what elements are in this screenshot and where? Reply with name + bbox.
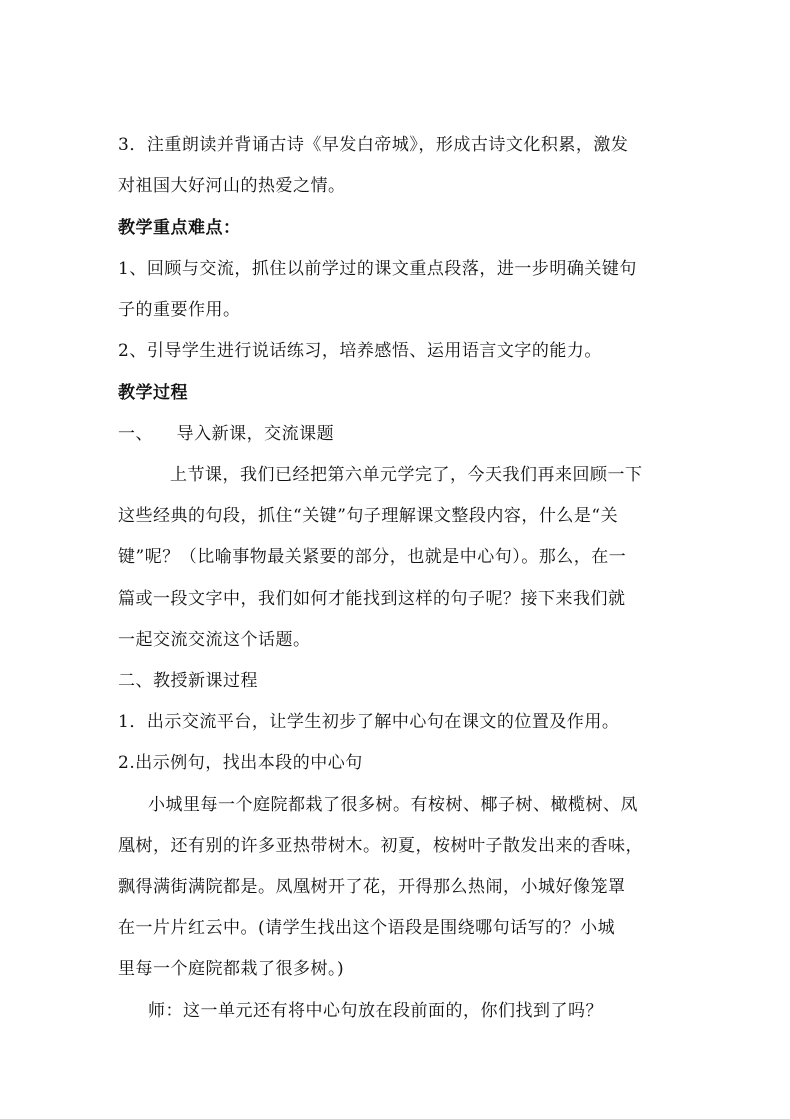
example-paragraph-line-1: 小城里每一个庭院都栽了很多树。有桉树、椰子树、橄榄树、凤: [148, 795, 638, 815]
intro-paragraph-line-3: 键”呢？（比喻事物最关紧要的部分，也就是中心句）。那么，在一: [118, 547, 627, 567]
intro-paragraph-line-2: 这些经典的句段，抓住“关键”句子理解课文整段内容，什么是“关: [118, 506, 619, 526]
example-paragraph-line-3: 飘得满街满院都是。凤凰树开了花，开得那么热闹，小城好像笼罩: [118, 877, 626, 897]
example-paragraph-line-4: 在一片片红云中。(请学生找出这个语段是围绕哪句话写的？小城: [118, 918, 616, 938]
section-1-title: 一、 导入新课，交流课题: [118, 424, 335, 444]
step-2: 2.出示例句，找出本段的中心句: [118, 753, 363, 773]
heading-key-difficult-points: 教学重点难点：: [118, 218, 241, 238]
example-paragraph-line-5: 里每一个庭院都栽了很多树。): [118, 959, 345, 979]
objective-3-line-2: 对祖国大好河山的热爱之情。: [118, 176, 346, 196]
objective-3-line-1: 3．注重朗读并背诵古诗《早发白帝城》，形成古诗文化积累，激发: [118, 135, 629, 155]
key-point-2: 2、引导学生进行说话练习，培养感悟、运用语言文字的能力。: [118, 341, 602, 361]
intro-paragraph-line-4: 篇或一段文字中，我们如何才能找到这样的句子呢？接下来我们就: [118, 589, 626, 609]
example-paragraph-line-2: 凰树，还有别的许多亚热带树木。初夏，桉树叶子散发出来的香味，: [118, 836, 643, 856]
teacher-line: 师：这一单元还有将中心句放在段前面的，你们找到了吗？: [148, 1001, 603, 1021]
intro-paragraph-line-1: 上节课，我们已经把第六单元学完了，今天我们再来回顾一下: [170, 465, 643, 485]
step-1: 1．出示交流平台，让学生初步了解中心句在课文的位置及作用。: [118, 712, 620, 732]
section-2-title: 二、教授新课过程: [118, 671, 258, 691]
intro-paragraph-line-5: 一起交流交流这个话题。: [118, 630, 311, 650]
heading-teaching-process: 教学过程: [118, 383, 188, 403]
key-point-1-line-1: 1、回顾与交流，抓住以前学过的课文重点段落，进一步明确关键句: [118, 259, 637, 279]
key-point-1-line-2: 子的重要作用。: [118, 300, 241, 320]
